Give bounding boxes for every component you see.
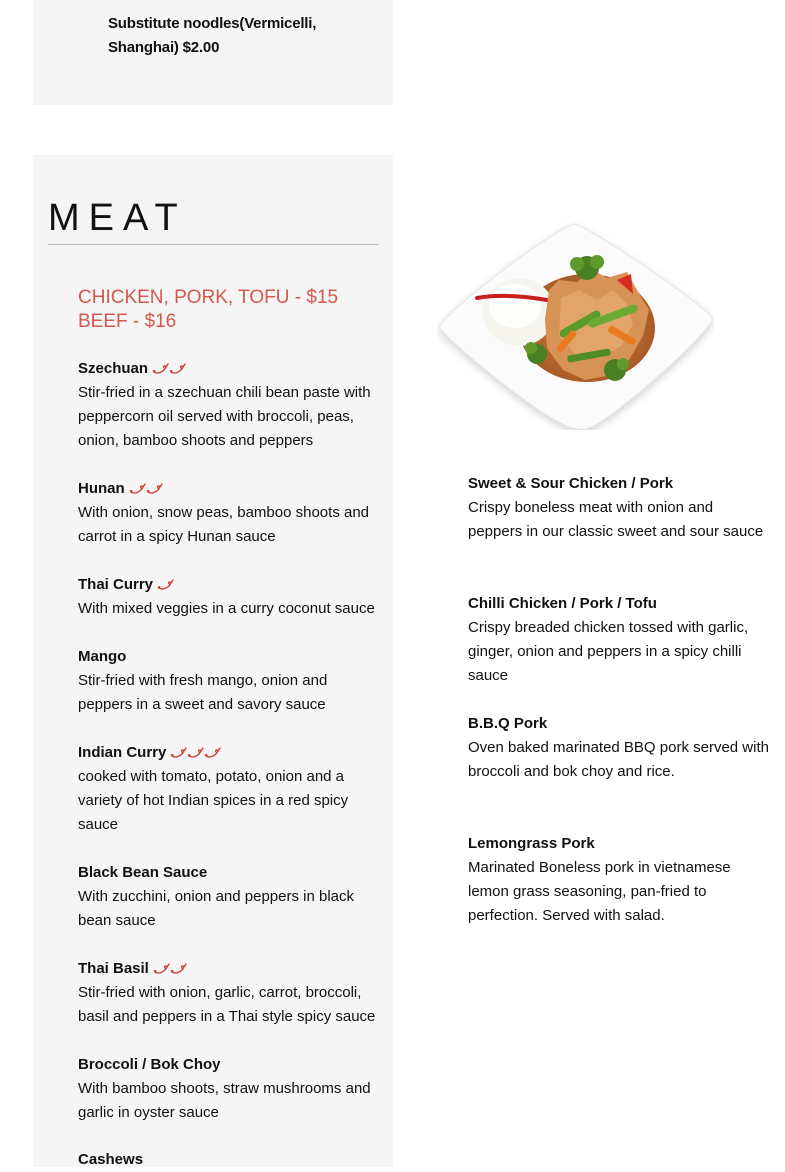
menu-item [78,1148,380,1172]
menu-item-description: Crispy boneless meat with onion and peppers in our classic sweet and sour sauce [468,499,764,540]
menu-item-description: cooked with tomato, potato, onion and a variety of hot Indian spices in a red spicy sauce [78,768,349,833]
chili-pepper-icon [187,747,204,759]
menu-item-header [78,861,380,885]
menu-item-header [78,1148,380,1172]
menu-item-name: Broccoli / Bok Choy [78,1056,221,1073]
chili-pepper-icon [204,747,221,759]
chili-pepper-icon [146,483,163,495]
menu-item-description: With zucchini, onion and peppers in black bean sauce [78,888,354,929]
menu-item-name: Cashews [78,1151,144,1168]
menu-item-description: Stir-fried in a szechuan chili bean paste with peppercorn oil served with broccoli, peas, onion, bamboo shoots and peppers [78,384,371,449]
menu-item-description: Crispy breaded chicken tossed with garlic, ginger, onion and peppers in a spicy chilli sauce [468,619,749,684]
menu-item-header [78,1053,380,1077]
menu-item [78,741,380,837]
menu-item [468,832,770,928]
menu-item-description: Stir-fried with fresh mango, onion and peppers in a sweet and savory sauce [78,672,328,713]
chili-pepper-icon [152,363,169,375]
menu-item-name: Thai Curry [78,576,154,593]
substitute-noodles-note: Substitute noodles(Vermicelli, Shanghai) $2.00 [108,15,317,56]
chili-pepper-icon [170,747,187,759]
menu-item-name: Lemongrass Pork [468,835,595,852]
menu-item-description: Stir-fried with onion, garlic, carrot, broccoli, basil and peppers in a Thai style spicy sauce [78,984,376,1025]
menu-item-name: B.B.Q Pork [468,715,548,732]
menu-item-description: Marinated Boneless pork in vietnamese lemon grass seasoning, pan-fried to perfection. Served with salad. [468,859,731,924]
dish-photo [437,220,714,430]
spice-level [153,963,187,975]
chili-pepper-icon [153,963,170,975]
section-divider [48,244,378,245]
menu-item [78,477,380,549]
menu-item [78,357,380,453]
menu-item-description: With bamboo shoots, straw mushrooms and garlic in oyster sauce [78,1080,371,1121]
menu-item [78,957,380,1029]
menu-item-description: With onion, snow peas, bamboo shoots and carrot in a spicy Hunan sauce [78,504,370,545]
menu-item [468,712,770,784]
spice-level [129,483,163,495]
menu-item-name: Szechuan [78,360,149,377]
menu-item-name: Chilli Chicken / Pork / Tofu [468,595,657,612]
menu-item [468,472,770,544]
menu-item-description: Oven baked marinated BBQ pork served with broccoli and bok choy and rice. [468,739,769,780]
menu-item-name: Mango [78,648,127,665]
menu-item-header [468,712,770,736]
menu-item-header [468,472,770,496]
menu-item-name: Black Bean Sauce [78,864,208,881]
menu-item-name: Indian Curry [78,744,167,761]
menu-item-header [78,357,380,381]
menu-item [468,592,770,688]
spice-level [157,579,174,591]
menu-item [78,645,380,717]
chili-pepper-icon [169,363,186,375]
menu-item-name: Sweet & Sour Chicken / Pork [468,475,674,492]
section-title: MEAT [48,197,187,239]
spice-level [152,363,186,375]
menu-item-name: Hunan [78,480,125,497]
spice-level [170,747,221,759]
menu-item [78,861,380,933]
price-line: BEEF - $16 [78,311,177,332]
chili-pepper-icon [157,579,174,591]
menu-item-header [78,477,380,501]
menu-item-name: Thai Basil [78,960,149,977]
menu-item-header [78,957,380,981]
chili-pepper-icon [170,963,187,975]
chili-pepper-icon [129,483,146,495]
price-line: CHICKEN, PORK, TOFU - $15 [78,287,339,308]
menu-item-header [468,592,770,616]
menu-item [78,1053,380,1125]
menu-item-header [468,832,770,856]
menu-item-header [78,573,380,597]
menu-item-header [78,741,380,765]
menu-item [78,573,380,621]
menu-item-description: With mixed veggies in a curry coconut sauce [78,600,375,617]
menu-item-header [78,645,380,669]
price-block [78,286,338,334]
